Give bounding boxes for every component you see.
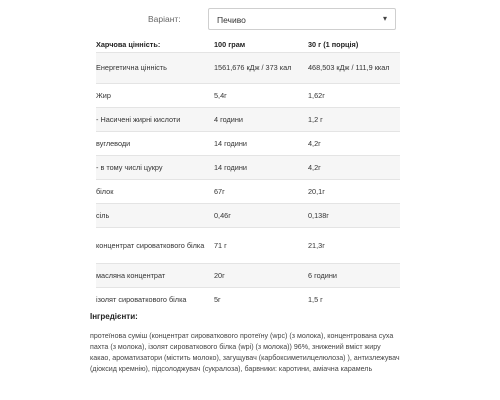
nutrition-row-per-serving: 468,503 кДж / 111,9 ккал [308,63,390,72]
nutrition-row [96,155,400,179]
nutrition-row-name: Енергетична цінність [96,63,167,72]
nutrition-row-per-serving: 6 години [308,270,337,280]
nutrition-row [96,263,400,287]
variant-selector-row [96,8,396,30]
nutrition-row-per100: 71 г [214,240,227,250]
nutrition-header-serving: 30 г (1 порція) [308,40,359,49]
nutrition-row [96,179,400,203]
nutrition-row-per-serving: 1,62г [308,90,325,100]
nutrition-row-name: концентрат сироваткового білка [96,240,205,250]
nutrition-row [96,131,400,155]
nutrition-row-per100: 67г [214,186,225,196]
nutrition-row-per100: 4 години [214,114,243,124]
nutrition-row-per-serving: 21,3г [308,240,325,250]
nutrition-row-per-serving: 4,2г [308,162,321,172]
ingredients-text: протеїнова суміш (концентрат сироваткового протеїну (wpc) (з молока), концентрована суха пахта (з молока), ізолят сироваткового білка (wpi) (з молока)) 96%, знижений вміст жиру какао, ароматизатори (містить молоко), загущувач (карбоксиметилцелюлоза) ), антизлежувач (діоксид кремнію), підсолоджувач (сукралоза), барвники: каротини, аміачна карамель [90,332,400,373]
nutrition-row [96,287,400,311]
nutrition-row-name: масляна концентрат [96,270,166,280]
nutrition-row [96,227,400,263]
variant-select[interactable] [208,8,396,30]
nutrition-row-per-serving: 1,5 г [308,294,323,304]
ingredients-title: Інгредієнти: [90,312,138,321]
nutrition-row-name: білок [96,186,114,196]
variant-select-value: Печиво [217,15,246,25]
nutrition-row-name: - Насичені жирні кислоти [96,114,181,124]
nutrition-row-per100: 5,4г [214,90,227,100]
nutrition-row [96,83,400,107]
nutrition-row-per100: 0,46г [214,210,231,220]
nutrition-header-name: Харчова цінність: [96,40,161,49]
nutrition-row-per-serving: 4,2г [308,138,321,148]
nutrition-table [96,38,400,311]
nutrition-row-per-serving: 20,1г [308,186,325,196]
nutrition-row-per100: 20г [214,270,225,280]
nutrition-row-per100: 5г [214,294,221,304]
nutrition-row [96,52,400,83]
nutrition-row-name: вуглеводи [96,138,131,148]
nutrition-row-per-serving: 1,2 г [308,114,323,124]
chevron-down-icon: ▾ [382,14,387,23]
nutrition-row-name: Жир [96,90,111,100]
nutrition-header-row [96,38,400,52]
nutrition-row-name: ізолят сироваткового білка [96,294,187,304]
ingredients-section [90,312,402,375]
nutrition-row [96,107,400,131]
nutrition-row-per100: 1561,676 кДж / 373 кал [214,63,292,72]
nutrition-row-per100: 14 години [214,138,247,148]
nutrition-header-100g: 100 грам [214,40,246,49]
nutrition-row-per-serving: 0,138г [308,210,329,220]
nutrition-row-per100: 14 години [214,162,247,172]
nutrition-row-name: - в тому числі цукру [96,162,163,172]
nutrition-row-name: сіль [96,210,110,220]
variant-label: Варіант: [148,14,181,24]
nutrition-row [96,203,400,227]
